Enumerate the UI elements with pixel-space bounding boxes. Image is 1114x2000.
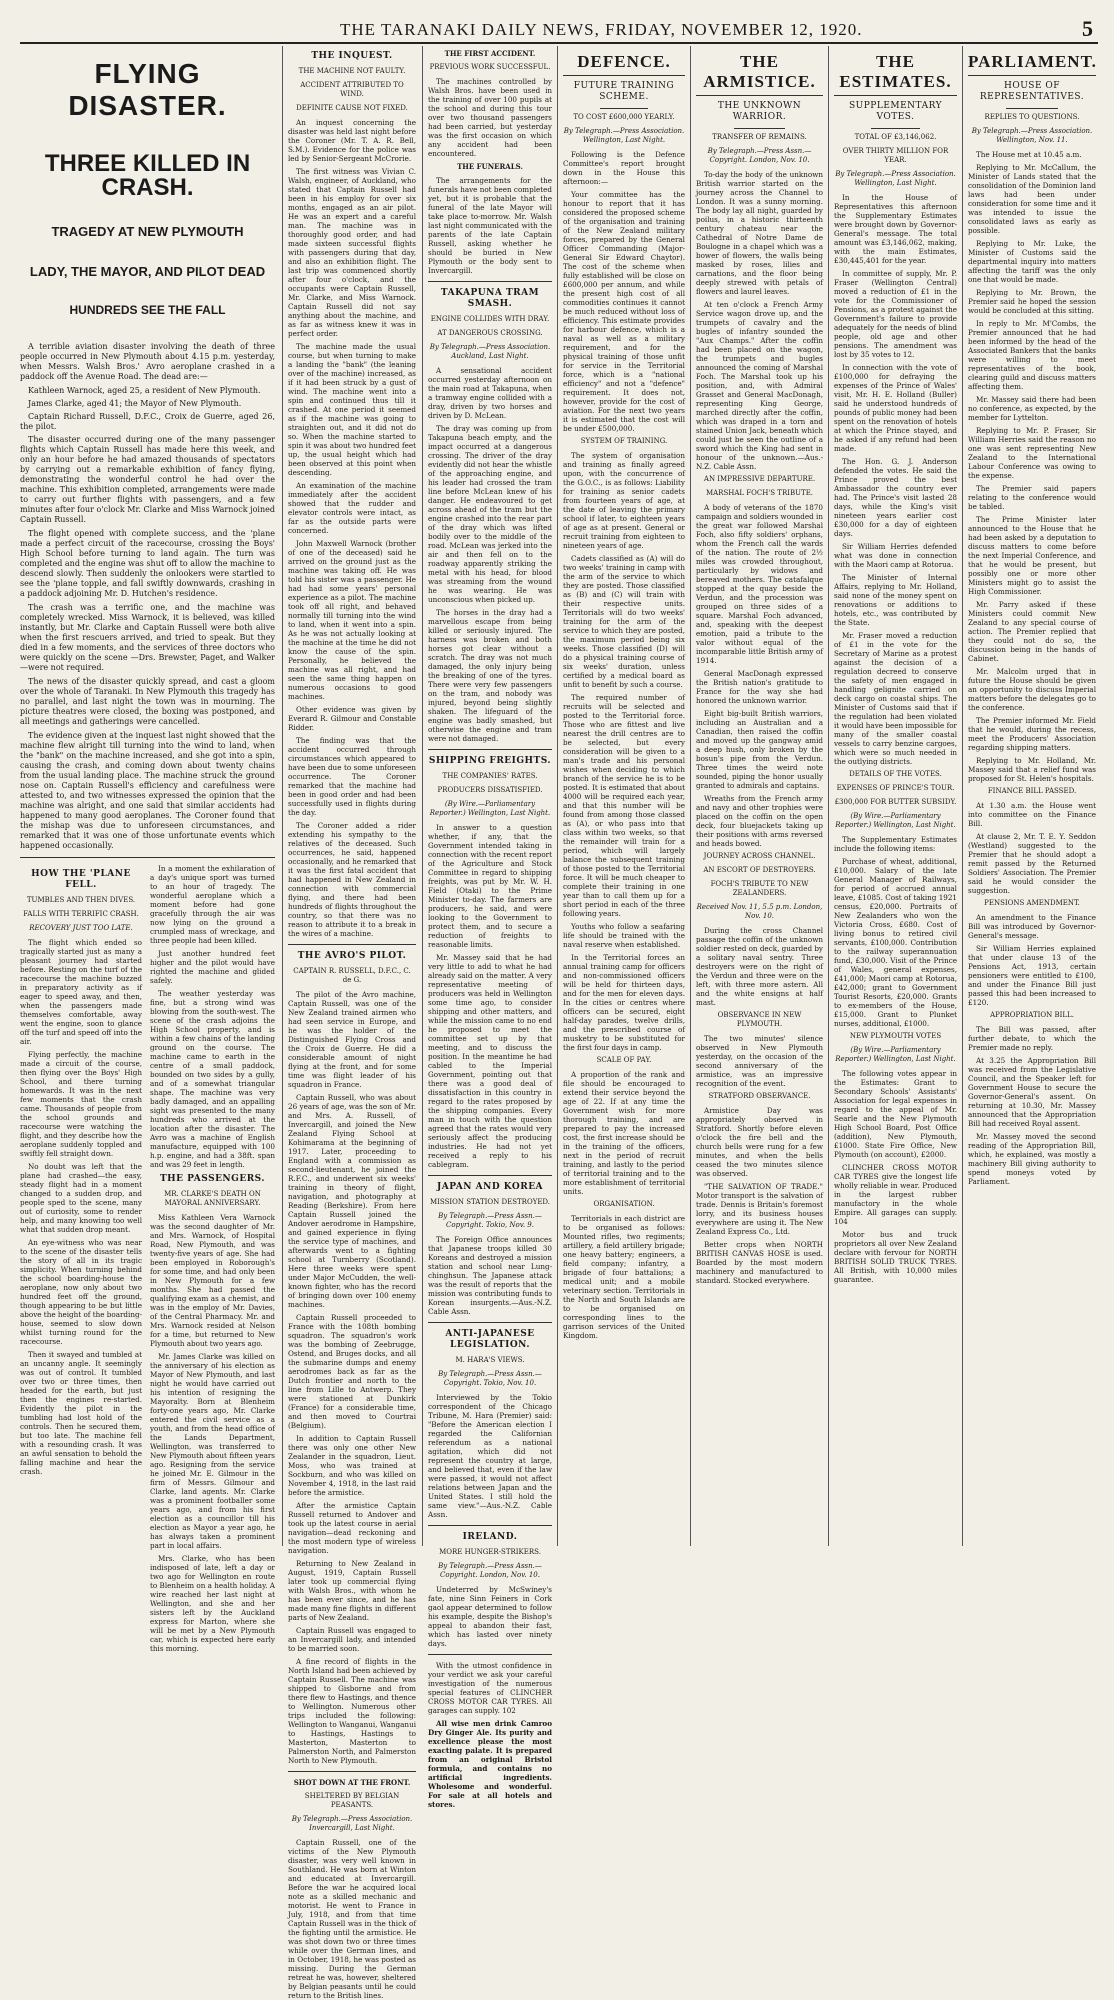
section-subtitle: TUMBLES AND THEN DIVES. (26, 896, 136, 904)
advertisement: "THE SALVATION OF TRADE." Motor transport is the salvation of trade. Dennis is Britain's foremost lorry, and its business houses everywhere are using it. The New Zealand Express Co., Ltd. (696, 1182, 823, 1236)
headline-three-killed: THREE KILLED IN CRASH. (44, 150, 251, 201)
victim-entry: Kathleen Warnock, aged 25, a resident of New Plymouth. (28, 386, 261, 395)
subhead: APPROPRIATION BILL. (990, 1011, 1074, 1019)
column-rule (557, 46, 558, 1546)
lower-subcolumns (20, 864, 275, 1653)
article-paragraph: The Coroner added a rider extending his sympathy to the relatives of the deceased. Such occurrences, he said, happened occasionally, and he remarked that it was the first fatal accident that had happened in New Zealand in connection with commercial flying, and there had been hundreds of flights throughout the country, so that there was no reason to attribute it to a break in the wires of a machine. (288, 821, 416, 938)
article-paragraph: Captain Russell, one of the victims of the New Plymouth disaster, was very well known in Southland. He was born at Winton and educated at Invercargill. Before the war he acquired local note as a skilled mechanic and motorist. He went to France in July, 1918, and from that time Captain Russell was in the thick of the fighting until the armistice. He was shot down two or three times while over the German lines, and in October, 1918, he was posted as missing. During the German retreat he was, however, sheltered by Belgian peasants until he could return to the British lines. (288, 1838, 416, 2000)
article-paragraph: The pilot of the Avro machine, Captain Russell, was one of the New Zealand trained airmen who had seen service in Europe, and he was the holder of the Distinguished Flying Cross and the Croix de Guerre. He did a considerable amount of night flying at the front, and for some time was flight leader of his squadron in France. (288, 990, 416, 1089)
article-paragraph: The arrangements for the funerals have not been completed yet, but it is probable that the funeral of the late Mayor will take place to-morrow. Mr. Walsh last night communicated with the parents of the late Captain Russell, asking whether he should be buried in New Plymouth or the body sent to Invercargill. (428, 176, 552, 275)
divider-line (600, 108, 649, 109)
article-paragraph: General MacDonagh expressed the British nation's gratitude to France for the way she had honored the unknown warrior. (696, 669, 823, 705)
section-subtitle: MR. CLARKE'S DEATH ON MAYORAL ANNIVERSARY. (164, 1190, 261, 1207)
section-subtitle: SHELTERED BY BELGIAN PEASANTS. (304, 1792, 400, 1809)
byline: Received Nov. 11, 5.5 p.m. London, Nov. 10. (696, 903, 823, 920)
article-paragraph: The evidence given at the inquest last night showed that the machine flew alright till turning into the wind to land, when the "bank" on the machine increased, and she got into a spin, causing the crash, and coming down about twenty chains from the usual landing place. The machine struck the ground nose on. Captain Russell's efficiency and carefulness were attested to, and two witnesses expressed the opinion that the machine was alright, and one said that similar accidents had happened to many good aeroplanes. The Coroner found that the mishap was due to unforeseen circumstances, and remarked that it was one of those unfortunate events which happened occasionally. (20, 731, 275, 850)
passengers-section (150, 864, 275, 1653)
inquest-column (288, 46, 416, 2000)
section-title: HOW THE 'PLANE FELL. (31, 869, 131, 890)
byline: By Telegraph.—Press Assn.—Copyright. London, Nov. 10. (707, 147, 812, 164)
article-paragraph: The machine made the usual course, but when turning to make a landing the "bank" (the leaning over of the machine) increased, as if it had been struck by a gust of wind. The machine went into a spin and continued thus till it crashed. At one period it seemed as if the machine was going to straighten out, and it did not do so. When the machine started to spin it was about two hundred feet up, the usual height which had been observed at this point when descending. (288, 342, 416, 477)
advertisement: Better crops when NORTH BRITISH CANVAS HOSE is used. Boarded by the most modern machinery and manufactured to standard. Stocked everywhere. (696, 1240, 823, 1285)
article-paragraph: Youths who follow a seafaring life should be trained with the naval reserve when established. (563, 922, 685, 949)
article-paragraph: During the cross Channel passage the coffin of the unknown soldier rested on deck, guarded by a solitary naval sentry. Three destroyers were on the right of the Verdun and three were on the left, with three more astern. All and the white ensigns at half mast. (696, 926, 823, 1007)
article-paragraph: Mr. Parry asked if these Ministers could commit New Zealand to any special course of action. The Premier replied that they could not do so, the discussion being in the hands of Cabinet. (968, 600, 1096, 663)
section-title: ANTI-JAPANESE LEGISLATION. (445, 1329, 535, 1350)
article-paragraph: A sensational accident occurred yesterday afternoon on the main road at Takapuna, when a tramway engine collided with a dray, driven by two horses and driven by D. McLean. (428, 366, 552, 420)
article-paragraph: Captain Russell, who was about 26 years of age, was the son of Mr. and Mrs. A. Russell, of Invercargill, and joined the New Zealand Flying School at Kohimarama at the beginning of 1917. Later, proceeding to England with a commission as second-lieutenant, he joined the R.F.C., and underwent six weeks' training in theory of flight, navigation, and photography at Reading (Berkshire). From here Captain Russell joined the Andover aerodrome in Hampshire, and gained experience in flying the service type of machines, and afterwards went to a fighting school at Turnberry (Scotland). Here three weeks were spent under Major McCudden, the well-known fighter, who has the record of bringing down over 100 enemy machines. (288, 1093, 416, 1309)
section-title: PARLIAMENT. (968, 52, 1096, 76)
divider-line (871, 128, 920, 129)
masthead-title: THE TARANAKI DAILY NEWS, FRIDAY, NOVEMBER 12, 1920. (340, 20, 863, 39)
article-paragraph: The disaster occurred during one of the many passenger flights which Captain Russell has made here this week, and only an hour before he had amazed thousands of spectators by carrying out a remarkable exhibition of fancy flying, demonstrating the wonderful control he had over the machine. This exhibition completed, arrangements were made to carry out further flights with passengers, and a few minutes after four o'clock Mr. Clarke and Miss Warnock joined Captain Russell. (20, 435, 275, 524)
article-paragraph: No doubt was left that the plane had crashed—the easy, steady flight had in a moment changed to a sudden drop, and people sped to the scene, many out of curiosity, some to render help, and many knowing too well what that sudden drop meant. (20, 1162, 142, 1234)
section-title: THE ESTIMATES. (834, 52, 957, 96)
subhead: DETAILS OF THE VOTES. (849, 770, 942, 778)
article-paragraph: Mr. Malcolm urged that in future the House should be given an opportunity to discuss Imperial matters before the delegates go to the conference. (968, 667, 1096, 712)
article-paragraph: The machines controlled by Walsh Bros. have been used in the training of over 100 pupils at the school and during this tour over two thousand passengers had been carried, but yesterday was the first occasion on which any accident had been encountered. (428, 77, 552, 158)
section-subtitle: ENGINE COLLIDES WITH DRAY. (430, 315, 550, 323)
byline: By Telegraph.—Press Association. Wellington, Last Night. (563, 127, 685, 144)
section-title: SHIPPING FREIGHTS. (428, 756, 552, 766)
section-subtitle: OVER THIRTY MILLION FOR YEAR. (842, 147, 949, 164)
article-paragraph: An amendment to the Finance Bill was introduced by Governor-General's message. (968, 913, 1096, 940)
section-title: THE ARMISTICE. (696, 52, 823, 96)
section-subtitle: CAPTAIN R. RUSSELL, D.F.C., C. de G. (293, 967, 411, 984)
article-paragraph: Captain Russell proceeded to France with the 108th bombing squadron. The squadron's work was the bombing of Zeebrugge, Ostend, and Bruges docks, and all the submarine dumps and enemy aerodromes back as far as the Dutch frontier and north to the line from Lille to Antwerp. They were stationed at Dunkirk (France) for a considerable time, and then moved to Courtrai (Belgium). (288, 1313, 416, 1430)
article-paragraph: An inquest concerning the disaster was held last night before the Coroner (Mr. T. A. R. Bell, S.M.). Evidence for the police was led by Senior-Sergeant McCrorie. (288, 118, 416, 163)
section-subtitle: FUTURE TRAINING SCHEME. (573, 81, 675, 102)
section-title: DEFENCE. (563, 52, 685, 76)
victim-entry: James Clarke, aged 41; the Mayor of New Plymouth. (28, 399, 242, 408)
article-paragraph: At clause 2, Mr. T. E. Y. Seddon (Westland) suggested to the Premier that he should adopt a remit passed by the Returned Soldiers' Association. The Premier said he would consider the suggestion. (968, 832, 1096, 895)
article-paragraph: A body of veterans of the 1870 campaign and soldiers wounded in the great war followed Marshal Foch, also fifty soldiers' orphans, whom the French call the wards of the nation. The route of 2½ miles was crowded throughout, particularly by widows and bereaved mothers. The catafalque stopped at the quay beside the Verdun, and the procession was grouped on three sides of a square. Marshal Foch advanced, and, speaking with the deepest emotion, paid a tribute to the valor without equal of the incomparable little British army of 1914. (696, 503, 823, 665)
section-divider (288, 944, 416, 945)
section-title: IRELAND. (462, 1532, 518, 1542)
subhead: NEW PLYMOUTH VOTES (849, 1032, 942, 1040)
article-paragraph: Following is the Defence Committee's report brought down in the House this afternoon:— (563, 150, 685, 186)
armistice-column (696, 46, 823, 1544)
section-title: THE PASSENGERS. (159, 1174, 265, 1184)
subhead: SCALE OF PAY. (596, 1056, 652, 1064)
column-rule (828, 46, 829, 1546)
article-paragraph: At 1.30 a.m. the House went into committee on the Finance Bill. (968, 801, 1096, 828)
article-paragraph: The weather yesterday was fine, but a strong wind was blowing from the south-west. The scene of the crash adjoins the High School property, and is within a few chains of the landing ground on the course. The machine came to earth in the centre of a small paddock, bounded on two sides by a gully, and of a somewhat triangular shape. The machine was very badly damaged, and an appalling sight was presented to the many hundreds who arrived at the location after the disaster. The Avro was a machine of English manufacture, equipped with 100 h.p. engine, and had a 38ft. span and was 29 feet in length. (150, 989, 275, 1169)
subhead: EXPENSES OF PRINCE'S TOUR. (836, 784, 955, 792)
section-subtitle: DEFINITE CAUSE NOT FIXED. (296, 104, 408, 112)
byline: By Telegraph.—Press Association. Wellington, Last Night. (835, 170, 956, 187)
section-subtitle: THE UNKNOWN WARRIOR. (717, 101, 802, 122)
victim-entry: Captain Richard Russell, D.F.C., Croix de Guerre, aged 26, the pilot. (20, 412, 275, 431)
article-paragraph: Mr. Massey said there had been no conference, as expected, by the member for Lyttelton. (968, 395, 1096, 422)
article-paragraph: In addition to Captain Russell there was only one other New Zealander in the squadron, Lieut. Moss, who was trained at Sockburn, and who was killed on November 4, 1918, in the last raid before the armistice. (288, 1434, 416, 1497)
headline-lady-mayor-pilot: LADY, THE MAYOR, AND PILOT DEAD (29, 264, 266, 279)
byline: By Telegraph.—Press Association. Auckland, Last Night. (429, 343, 551, 360)
subhead: PENSIONS AMENDMENT. (984, 899, 1080, 907)
section-subtitle: M. HARA'S VIEWS. (455, 1356, 525, 1364)
article-paragraph: The required number of recruits will be selected and posted to the Territorial force. Those who are fittest and live nearest the drill centres are to be selected, but every consideration will be given to a man's trade and his personal wishes when deciding to which branch of the service he is to be posted. It is estimated that about 4000 will be required each year, and that this number will be found from among those classed as (A), or who pass into that class within two weeks, so that the remainder will train for a period, which will largely balance the subsequent training of those posted to the Territorial force. It will be much cheaper to complete their training in one year than to call them up for a short period in each of the three following years. (563, 693, 685, 918)
headline-hundreds-see-fall: HUNDREDS SEE THE FALL (69, 303, 226, 317)
article-paragraph: Replying to Mr. McCallum, the Minister of Lands stated that the consolidation of the Dominion land laws had been under consideration for some time and it was intended to issue the consolidated laws as early as possible. (968, 163, 1096, 235)
article-paragraph: Flying perfectly, the machine made a circuit of the course, then flying over the Boys' High School, and there turning homewards. It was in the next few moments that the crash came. Thousands of people from the school grounds and racecourse were watching the flight, and they describe how the aeroplane suddenly toppled and swiftly fell straight down. (20, 1050, 142, 1158)
article-paragraph: The first witness was Vivian C. Walsh, engineer, of Auckland, who stated that Captain Russell had been in his employ for over six months, engaged as an air pilot. He was an expert and a careful man. The machine was in thoroughly good order, and had made sixteen successful flights with passengers during that day, and also an exhibition flight. The last trip was commenced shortly after four o'clock, and the occupants were Captain Russell, Mr. Clarke, and Miss Warnock. Captain Russell did not say anything about the machine, and as far as witness knew it was in perfect order. (288, 167, 416, 338)
byline: By Telegraph.—Press Assn.—Copyright. Tokio, Nov. 9. (438, 1212, 542, 1229)
column-rule (282, 46, 283, 1546)
section-title: THE INQUEST. (311, 51, 393, 61)
section-divider (428, 1322, 552, 1323)
how-plane-fell-section (20, 864, 142, 1554)
section-divider (428, 1654, 552, 1655)
article-paragraph: In committee of supply, Mr. P. Fraser (Wellington Central) moved a reduction of £1 in the vote for the Commissioner of Pensions, as a protest against the Government's failure to provide adequately for the needs of blind people, old age and other pensions. The amendment was lost by 35 votes to 12. (834, 269, 957, 359)
article-paragraph: The Hon. G. J. Anderson defended the votes. He said the Prince proved the best Ambassador the country ever had. The Prince's visit lasted 28 days, while the King's visit nineteen years earlier cost £30,000 for a day of eighteen days. (834, 457, 957, 538)
section-title: JAPAN AND KOREA (436, 1182, 544, 1192)
article-paragraph: Mr. Fraser moved a reduction of £1 in the vote for the Secretary of Marine as a protest against the decision of a regulation decreed to conserve the safety of men engaged in handling gelignite carried on deck cargo on coastal ships. The Minister of Customs said that if the regulation had been violated it would have been impossible for many of the smaller coastal vessels to carry benzine cargoes, which were so much needed in the outlying districts. (834, 631, 957, 766)
column-rule (690, 46, 691, 1546)
section-subtitle: PREVIOUS WORK SUCCESSFUL. (429, 63, 551, 71)
article-intro: A terrible aviation disaster involving the death of three people occurred in New Plymouth about 4.15 p.m. yesterday, when Messrs. Walsh Bros.' Avro aeroplane crashed in a paddock off the Avenue Road. The dead are:— (20, 342, 275, 381)
article-paragraph: The Minister of Internal Affairs, replying to Mr. Holland, said none of the money spent on renovations or additions to hotels, etc., was contributed by the State. (834, 573, 957, 627)
article-paragraph: Replying to Mr. P. Fraser, Sir William Herries said the reason no one was sent representing New Zealand to the International Labour Conference was owing to the expense. (968, 426, 1096, 480)
article-paragraph: Undeterred by McSwiney's fate, nine Sinn Feiners in Cork gaol appear determined to follow his example, despite the Bishop's appeal to abandon their fast, which has lasted over ninety days. (428, 1585, 552, 1648)
article-paragraph: At ten o'clock a French Army Service wagon drove up, and the trumpets of cavalry and the bugles of infantry sounded the "Aux Champs." After the coffin had been placed on the wagon, the trumpets and bugles announced the coming of Marshal Foch. The Marshal took up his position, and, with Admiral Grasset and General MacDonagh, representing King George, marched directly after the coffin, which was draped in a torn and stained Union Jack, beneath which could just be seen the outline of a sword which the King had sent in honour of the unknown.—Aus.-N.Z. Cable Assn. (696, 300, 823, 471)
article-paragraph: In connection with the vote of £100,000 for defraying the expenses of the Prince of Wales' visit, Mr. H. E. Holland (Buller) said he understood hundreds of pounds of public money had been spent on the renovation of hotels at which the Prince stayed, and he asked if any refund had been made. (834, 363, 957, 453)
subhead: AN IMPRESSIVE DEPARTURE. (703, 475, 816, 483)
article-paragraph: The Foreign Office announces that Japanese troops killed 30 Koreans and destroyed a mission station and school near Lung-chinghsun. The Japanese attack was the result of reports that the mission was contributing funds to Korean insurgents.—Aus.-N.Z. Cable Assn. (428, 1235, 552, 1316)
article-paragraph: The flight which ended so tragically started just as many a pleasant journey had started before. Resting on the turf of the racecourse the machine buzzed in preparatory activity as if eager to speed away, and then, when the passengers made themselves comfortable, away went the engine, soon to glance off the turf and speed off into the air. (20, 938, 142, 1046)
section-title: THE AVRO'S PILOT. (297, 951, 407, 961)
article-paragraph: The dray was coming up from Takapuna beach empty, and the impact occurred at a dangerous crossing. The driver of the dray evidently did not hear the whistle of the approaching engine, and his leader had crossed the tram line before McLean knew of his danger. He endeavoured to get across ahead of the tram but the engine crashed into the rear part of the dray which was lifted bodily over to the middle of the road. McLean was jerked into the air and then fell on to the roadway apparently striking the metal with his head, for blood was streaming from the wound he was wearing. He was unconscious when picked up. (428, 424, 552, 604)
article-paragraph: The two minutes' silence observed in New Plymouth yesterday, on the occasion of the second anniversary of the armistice, was an impressive recognition of the event. (696, 1034, 823, 1088)
article-paragraph: The horses in the dray had a marvellous escape from being killed or seriously injured. The harness was broken and both horses got clear without a scratch. The dray was not much damaged, the only injury being the breaking of one of the tyres. There were very few passengers on the tram, and nobody was injured, beyond being slightly shaken. The lifeguard of the engine was badly smashed, but otherwise the engine and tram were not damaged. (428, 608, 552, 743)
article-paragraph: Purchase of wheat, additional, £10,000. Salary of the late General Manager of Railways, for period of accrued annual leave, £1085. Cost of taking 1921 census, £20,000. Portraits of New Zealanders who won the Victoria Cross, £680. Cost of living bonus to retired civil servants, £100,000. Contribution to the railway superannuation fund, £30,000. Visit of the Prince of Wales, general expenses, £41,000; Maori camp at Rotorua, £42,000; grant to Government Tourist Resorts, £20,000. Grants to ex-members of the House, £15,000. Grant to Plunket nurses, additional, £1000. (834, 857, 957, 1028)
article-paragraph: The Premier said papers relating to the conference would be tabled. (968, 484, 1096, 511)
byline: By Telegraph.—Press Assn.—Copyright. London, Nov. 10. (438, 1562, 542, 1579)
section-subtitle: PRODUCERS DISSATISFIED. (437, 786, 543, 794)
byline: (By Wire.—Parliamentary Reporter.) Wellington, Last Night. (835, 1046, 956, 1063)
masthead (20, 14, 1098, 44)
article-paragraph: To-day the body of the unknown British warrior started on the journey across the Channel to London. It was a sunny morning. The body lay all night, guarded by poilus, in a historic thirteenth century chateau near the Cathedral of Notre Dame de Boulogne in a chapel which was a bower of flowers, the walls being masked by roses, lilies and carnations, and the floor being deeply strewed with petals of flowers and laurel leaves. (696, 170, 823, 296)
article-paragraph: The House met at 10.45 a.m. (976, 150, 1082, 159)
article-paragraph: An examination of the machine immediately after the accident showed that the rudder and elevator controls were intact, as far as the outside parts were concerned. (288, 481, 416, 535)
article-paragraph: Sir William Herries defended what was done in connection with the Maori camp at Rotorua. (834, 542, 957, 569)
article-paragraph: The Bill was passed, after further debate, to which the Premier made no reply. (968, 1025, 1096, 1052)
article-paragraph: Miss Kathleen Vera Warnock was the second daughter of Mr. and Mrs. Warnock, of Hospital Road, New Plymouth, and was twenty-five years of age. She had been employed in Roborough's for some time, and had only been in New Plymouth for a few months. She had passed the qualifying exam as a chemist, and was in the employ of Mr. Davies, of the Central Pharmacy. Mr. and Mrs. Warnock resided at Nelson for a time, but returned to New Plymouth about two years ago. (150, 1213, 275, 1348)
article-paragraph: The following votes appear in the Estimates: Grant to Secondary Schools' Assistants' Association for legal expenses in regard to the appeal of Mr. Searle and the New Plymouth High School Board, Post Office (addition), New Plymouth, £1000. State Fire Office, New Plymouth (on account), £2000. (834, 1069, 957, 1159)
article-paragraph: Your committee has the honour to report that it has considered the proposed scheme of the organisation and training of the New Zealand military forces, prepared by the General Officer Commanding (Major-General Sir Edward Chaytor). The cost of the scheme when fully established will be close on £600,000 per annum, and while the present high cost of all commodities continues it cannot be much reduced without loss of efficiency. This estimate provides for harbour defence, which is a naval as well as a military requirement, and for the physical training of those unfit for service in the Territorial force, which is a "national efficiency" and not a "defence" requirement. It does not, however, provide for the cost of aviation. For the next two years it is estimated that the cost will be under £500,000. (563, 190, 685, 433)
article-paragraph: A fine record of flights in the North Island had been achieved by Captain Russell. The machine was shipped to Gisborne and from there flew to Hastings, and thence to Wellington. Numerous other trips included the following: Wellington to Wanganui, Wanganui to Hastings, Hastings to Masterton, Masterton to Palmerston North, and Palmerston North to New Plymouth. (288, 1657, 416, 1765)
estimates-column (834, 46, 957, 1544)
section-divider (428, 1175, 552, 1176)
article-paragraph: The news of the disaster quickly spread, and cast a gloom over the whole of Taranaki. In New Plymouth this tragedy has no parallel, and last night the town was in mourning. The picture theatres were closed, the boxing was postponed, and all meetings and gatherings were cancelled. (20, 677, 275, 726)
article-paragraph: Wreaths from the French army and navy and other trophies were placed on the coffin on the open deck, four bluejackets taking up their positions with arms reversed and heads bowed. (696, 794, 823, 848)
article-paragraph: Replying to Mr. Brown, the Premier said he hoped the session would be concluded at this sitting. (968, 288, 1096, 315)
article-paragraph: After the armistice Captain Russell returned to Andover and took up the latest course in aerial navigation—dead reckoning and the most modern type of wireless navigation. (288, 1501, 416, 1555)
byline: By Telegraph.—Press Assn.—Copyright. Tokio, Nov. 10. (438, 1370, 542, 1387)
section-subtitle: AT DANGEROUS CROSSING. (437, 329, 543, 337)
article-paragraph: The system of organisation and training as finally agreed upon, with the concurrence of the G.O.C., is as follows: Liability for training as senior cadets from fourteen years of age, at the date of leaving the primary school if later, to eighteen years of age as at present. General or recruit training from eighteen to nineteen years of age. (563, 451, 685, 550)
article-paragraph: Territorials in each district are to be organised as follows: Mounted rifles, two regiments; artillery, a field artillery brigade; one heavy battery; engineers, a field company; infantry, a brigade of four battalions; a medical unit; and a mobile veterinary section. Territorials in the North and South Islands are to be organised on corresponding lines to the garrison services of the United Kingdom. (563, 1214, 685, 1340)
article-paragraph: The crash was a terrific one, and the machine was completely wrecked. Miss Warnock, it is believed, was killed instantly, but Mr. Clarke and Captain Russell were both alive when the first rescuers arrived, and tried to speak. But they died in a few moments, and the services of three doctors who were quickly on the scene —Drs. Brewster, Paget, and Walker—were not required. (20, 603, 275, 672)
article-paragraph: In the Territorial forces an annual training camp for officers and non-commissioned officers will be held for thirteen days, and for the men for eleven days. In the cities or centres where officers can be secured, eight half-day parades, twelve drills, and the prescribed course of musketry to be substituted for the first four days in camp. (563, 953, 685, 1052)
headline-flying-disaster: FLYING DISASTER. (68, 58, 227, 121)
defence-column (563, 46, 685, 1544)
section-subtitle: MISSION STATION DESTROYED. (429, 1198, 551, 1206)
section-divider (428, 1525, 552, 1526)
article-paragraph: Cadets classified as (A) will do two weeks' training in camp with the arm of the service to which they are posted. Those classified as (B) and (C) will train with their respective units. Territorials will do two weeks' training for the arm of the service to which they are posted, the maximum period being six weeks. Those classified (D) will do a physical training course of six weeks' duration, unless certified by a medical board as unfit to benefit by such a course. (563, 554, 685, 689)
article-paragraph: The flight opened with complete success, and the 'plane made a perfect circuit of the racecourse, crossing the Boys' High School before turning to land again. The turn was completed and the engine was shut off to allow the machine to descend slowly. Then suddenly the onlookers were startled to see the 'plane topple, and fall swiftly downwards, crashing in a paddock adjoining Mr. D. Hutchen's residence. (20, 529, 275, 598)
subhead: ORGANISATION. (593, 1200, 655, 1208)
byline: By Telegraph.—Press Association. Wellington, Nov. 11. (971, 127, 1093, 144)
subhead: AN ESCORT OF DESTROYERS. (703, 866, 816, 874)
article-paragraph: Returning to New Zealand in August, 1919, Captain Russell later took up commercial flying with Walsh Bros., with whom he has been ever since, and he has made many fine flights in different parts of New Zealand. (288, 1559, 416, 1622)
subhead: JOURNEY ACROSS CHANNEL. (703, 852, 816, 860)
section-subtitle: MORE HUNGER-STRIKERS. (439, 1548, 541, 1556)
article-paragraph: Mrs. Clarke, who has been indisposed of late, left a day or two ago for Wellington en route to Blenheim on a health holiday. A wire reached her last night at Wellington, and she and her sisters left by the Auckland express for Marton, where she will be met by a New Plymouth car, which is expected here early this morning. (150, 1554, 275, 1653)
flying-disaster-column (20, 46, 275, 1653)
advertisement: With the utmost confidence in your verdict we ask your careful investigation of the numerous special features of CLINCHER CROSS MOTOR CAR TYRES. All garages can supply. 102 (428, 1661, 552, 1715)
divider-line (734, 128, 785, 129)
article-paragraph: Eight big-built British warriors, including an Australian and a Canadian, then raised the coffin and moved up the gangway amid a deep hush, only broken by the bosun's pipe from the Verdun. Three times the weird note sounded, piping the honor usually granted to admirals and captains. (696, 709, 823, 790)
section-title: THE FIRST ACCIDENT. (444, 49, 536, 58)
subhead: SYSTEM OF TRAINING. (580, 437, 668, 445)
page-number: 5 (1082, 16, 1094, 41)
article-paragraph: In a moment the exhilaration of a day's unique sport was turned to an hour of tragedy. The wonderful aeroplane which a moment before had gone gracefully through the air was now lying on the ground a crumpled mass of wreckage, and three people had been killed. (150, 864, 275, 945)
article-paragraph: Replying to Mr. Holland, Mr. Massey said that a relief fund was proposed for St. Helen's hospitals. (968, 756, 1096, 783)
section-subtitle: TRANSFER OF REMAINS. (712, 133, 807, 141)
article-paragraph: A proportion of the rank and file should be encouraged to extend their service beyond the age of 22. If at any time the Government wish for more thorough training, and are prepared to pay the increased cost, the first increase should be in the training of the officers, next in the period of recruit training, and lastly to the period of territorial training and to the more establishment of territorial units. (563, 1070, 685, 1196)
article-paragraph: Interviewed by the Tokio correspondent of the Chicago Tribune, M. Hara (Premier) said: "Before the American election I regarded the Californian referendum as a national agitation, which did not represent the country at large, and believed that, even if the law were passed, it would not affect relations between Japan and the United States. I still hold the same view."—Aus.-N.Z. Cable Assn. (428, 1393, 552, 1519)
article-paragraph: The finding was that the accident occurred through circumstances which appeared to have been due to some unforeseen occurrence. The Coroner remarked that the machine had been in good order and had been successfully used in flights during the day. (288, 736, 416, 817)
column-rule (422, 46, 423, 1546)
section-subtitle: HOUSE OF REPRESENTATIVES. (979, 81, 1085, 102)
article-paragraph: In reply to Mr. M'Combs, the Premier announced that he had been informed by the head of the Associated Bankers that the banks were willing to meet representatives of the book, clearing guild and discuss matters affecting them. (968, 319, 1096, 391)
subhead: FOCH'S TRIBUTE TO NEW ZEALANDERS. (710, 880, 809, 897)
article-paragraph: The Prime Minister later announced to the House that he had been asked by a deputation to discuss matters to come before the next Imperial Conference, and that he would be present, but possibly one or more other Ministers might go to assist the High Commissioner. (968, 515, 1096, 596)
article-paragraph: The Premier informed Mr. Field that he would, during the recess, meet the Producers' Association regarding shipping matters. (968, 716, 1096, 752)
subhead: OBSERVANCE IN NEW PLYMOUTH. (717, 1011, 802, 1028)
section-subtitle: TO COST £600,000 YEARLY. (573, 113, 675, 121)
article-paragraph: The Supplementary Estimates include the following items: (834, 835, 957, 853)
article-paragraph: Other evidence was given by Everard R. Gilmour and Constable Ridder. (288, 705, 416, 732)
article-paragraph: Just another hundred feet higher and the pilot would have righted the machine and glided safely. (150, 949, 275, 985)
advertisement: All wise men drink Camroo Dry Ginger Ale. Its purity and excellence please the most exacting palate. It is prepared from an original Bristol formula, and contains no artificial ingredients. Wholesome and wonderful. For sale at all hotels and stores. (428, 1719, 552, 1809)
misc-news-column (428, 46, 552, 1809)
section-subtitle: TOTAL OF £3,146,062. (854, 133, 937, 141)
section-divider (288, 1771, 416, 1772)
article-paragraph: John Maxwell Warnock (brother of one of the deceased) said he arrived on the ground just as the machine was taking off. He was told his sister was a passenger. He had had some years' personal experience as a pilot. The machine took off all right, and behaved normally till turning into the wind to land, when it went into a spin. As he was not actually looking at the machine at the time he did not know the cause of the spin. Personally, he believed the machine was all right, and had seen the same thing happen on numerous occasions to good machines. (288, 539, 416, 701)
article-paragraph: Mr. Massey moved the second reading of the Appropriation Bill, which, he explained, was mostly a machinery Bill giving authority to spend moneys voted by Parliament. (968, 1132, 1096, 1186)
article-paragraph: Captain Russell was engaged to an Invercargill lady, and intended to be married soon. (288, 1626, 416, 1653)
article-paragraph: Mr. Massey said that he had very little to add to what he had already said on the matter. A very representative meeting of producers was held in Wellington some time ago, to consider shipping and other matters, and while the mission came to no end he proposed to meet the committee set up by that meeting, and to discuss the position. In the meantime he had cabled to the Imperial Government, pointing out that there was a good deal of dissatisfaction in this country in regard to the rates proposed by the shipping companies. Every man in touch with the question agreed that the rates would very seriously affect the producing industries. He had not yet received a reply to his cablegram. (428, 953, 552, 1169)
article-paragraph: Replying to Mr. Luke, the Minister of Customs said the departmental inquiry into matters affecting the tariff was the only one that would be made. (968, 239, 1096, 284)
article-paragraph: An eye-witness who was near to the scene of the disaster tells the story of all in its tragic simplicity. When turning behind the school boarding-house the aeroplane, now only about two hundred feet off the ground, though appearing to be but little above the height of the boarding-house, seemed to slow down whilst turning round for the racecourse. (20, 1238, 142, 1346)
article-paragraph: Armistice Day was appropriately observed in Stratford. Shortly before eleven o'clock the fire bell and the church bells were rung for a few minutes, and when the bells ceased the two minutes silence was observed. (696, 1106, 823, 1178)
article-paragraph: Mr. James Clarke was killed on the anniversary of his election as Mayor of New Plymouth, and last night he would have carried out his intention of resigning the Mayoralty. Born at Blenheim forty-one years ago, Mr. Clarke entered the civil service as a youth, and from the head office of the Lands Department, Wellington, was transferred to New Plymouth about fifteen years ago. Resigning from the service he joined Mr. E. Gilmour in the firm of Messrs. Gilmour and Clarke, land agents. Mr. Clarke was a prominent footballer some years ago, and from his first election as a councillor till his election as Mayor a year ago, he has always taken a prominent part in local affairs. (150, 1352, 275, 1550)
byline: (By Wire.—Parliamentary Reporter.) Wellington, Last Night. (835, 812, 956, 829)
section-divider (20, 857, 275, 858)
byline: By Telegraph.—Press Association. Invercargill, Last Night. (291, 1815, 413, 1832)
section-subtitle: FALLS WITH TERRIFIC CRASH. (23, 910, 139, 918)
parliament-column (968, 46, 1096, 1544)
section-subtitle: THE MACHINE NOT FAULTY. (298, 67, 406, 75)
subhead: MARSHAL FOCH'S TRIBUTE. (705, 489, 814, 497)
section-subtitle: ACCIDENT ATTRIBUTED TO WIND. (300, 81, 404, 98)
article-paragraph: In answer to a question whether, if any, that the Government intended taking in connection with the recent report of the Agriculture and Stock Committee in regard to shipping freights, was put by Mr. W. H. Field (Otaki) to the Prime Minister to-day. The farmers are producers, he said, and were looking to the Government to protect them, and to secure a reduction of freights to reasonable limits. (428, 823, 552, 949)
section-divider (428, 281, 552, 282)
section-divider (428, 749, 552, 750)
section-subtitle: THE COMPANIES' RATES. (442, 772, 538, 780)
divider-line (1006, 108, 1057, 109)
section-title: TAKAPUNA TRAM SMASH. (440, 288, 540, 309)
section-title: THE FUNERALS. (457, 162, 523, 171)
byline: (By Wire.—Parliamentary Reporter.) Wellington, Last Night. (429, 800, 551, 817)
article-paragraph: In the House of Representatives this afternoon the Supplementary Estimates were brought down by Governor-General's message. The total amount was £3,146,062, making, with the main Estimates, £30,445,401 for the year. (834, 193, 957, 265)
article-paragraph: Sir William Herries explained that under clause 13 of the Pensions Act, 1913, certain pensioners were entitled to £100, and under the Finance Bill just passed this had been increased to £120. (968, 944, 1096, 1007)
section-title: SHOT DOWN AT THE FRONT. (293, 1778, 411, 1787)
subhead: FINANCE BILL PASSED. (987, 787, 1077, 795)
section-subtitle: SUPPLEMENTARY VOTES. (848, 101, 943, 122)
headline-tragedy: TRAGEDY AT NEW PLYMOUTH (51, 224, 244, 239)
advertisement: CLINCHER CROSS MOTOR CAR TYRES give the longest life wholly reliable in wear. Produced in the largest rubber manufactory in the whole Empire. All garages can supply. 104 (834, 1163, 957, 1226)
article-paragraph: Then it swayed and tumbled at an uncanny angle. It seemingly was out of control. It tumbled over two or three times, then headed for the earth, but just then the engines re-started. Evidently the pilot in the tumbling had lost hold of the controls. Then he secured them, but too late. The machine fell with a resounding crash. It was an awful sensation to behold the falling machine and hear the crash. (20, 1350, 142, 1476)
section-subtitle: REPLIES TO QUESTIONS. (984, 113, 1080, 121)
subhead: £300,000 FOR BUTTER SUBSIDY. (834, 798, 957, 806)
section-subtitle: RECOVERY JUST TOO LATE. (29, 924, 133, 932)
column-rule (962, 46, 963, 1546)
article-paragraph: At 3.25 the Appropriation Bill was received from the Legislative Council, and the Speaker left for Government House to secure the Governor-General's assent. On returning at 10.30, Mr. Massey announced that the Appropriation Bill had received Royal assent. (968, 1056, 1096, 1128)
subhead: STRATFORD OBSERVANCE. (708, 1092, 811, 1100)
advertisement: Motor bus and truck proprietors all over New Zealand declare with fervour for NORTH BRITISH SOLID TRUCK TYRES. All British, with 10,000 miles guarantee. (834, 1230, 957, 1284)
